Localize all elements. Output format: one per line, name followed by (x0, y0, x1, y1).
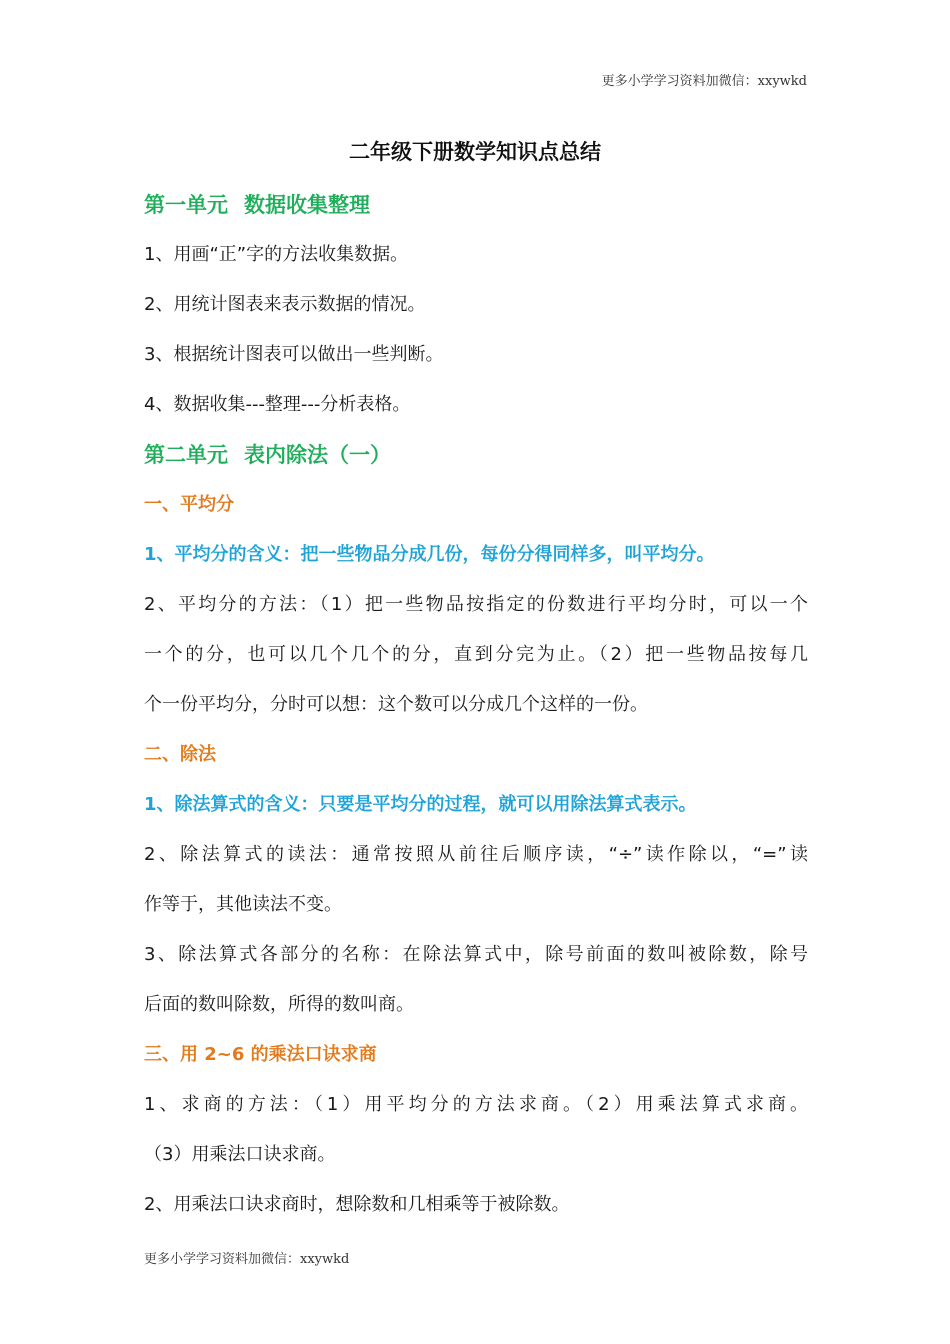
division-parts-line-2: 后面的数叫除数，所得的数叫商。 (144, 994, 414, 1015)
unit-1-item-3: 3、根据统计图表可以做出一些判断。 (144, 344, 444, 365)
division-definition: 1、除法算式的含义：只要是平均分的过程，就可以用除法算式表示。 (144, 794, 697, 815)
section-division-heading: 二、除法 (144, 744, 216, 765)
average-definition: 1、平均分的含义：把一些物品分成几份，每份分得同样多，叫平均分。 (144, 544, 715, 565)
division-reading-line-1: 2、除法算式的读法：通常按照从前往后顺序读，“÷”读作除以，“=”读 (144, 844, 808, 865)
page-title: 二年级下册数学知识点总结 (349, 140, 601, 164)
quotient-method-line-2: （3）用乘法口诀求商。 (144, 1144, 336, 1165)
average-method-line-1: 2、平均分的方法：（1）把一些物品按指定的份数进行平均分时，可以一个 (144, 594, 808, 615)
division-reading-line-2: 作等于，其他读法不变。 (144, 894, 342, 915)
footer-note: 更多小学学习资料加微信：xxywkd (144, 1252, 350, 1267)
section-quotient-heading: 三、用 2~6 的乘法口诀求商 (144, 1044, 377, 1065)
header-note: 更多小学学习资料加微信：xxywkd (601, 74, 807, 89)
unit-2-name: 表内除法（一） (244, 443, 391, 467)
unit-1-item-4: 4、数据收集---整理---分析表格。 (144, 394, 411, 415)
unit-1-item-2: 2、用统计图表来表示数据的情况。 (144, 294, 426, 315)
unit-1-item-1: 1、用画“正”字的方法收集数据。 (144, 244, 409, 265)
unit-2-label: 第二单元 (144, 443, 228, 467)
document-body (144, 180, 808, 1230)
unit-1-name: 数据收集整理 (244, 193, 370, 217)
division-parts-line-1: 3、除法算式各部分的名称：在除法算式中，除号前面的数叫被除数，除号 (144, 944, 808, 965)
section-average-heading: 一、平均分 (144, 494, 234, 515)
quotient-tip: 2、用乘法口诀求商时，想除数和几相乘等于被除数。 (144, 1194, 570, 1215)
unit-1-heading (144, 180, 808, 230)
unit-1-label: 第一单元 (144, 193, 228, 217)
quotient-method-line-1: 1、求商的方法：（1）用平均分的方法求商。（2）用乘法算式求商。 (144, 1094, 808, 1115)
average-method-line-3: 个一份平均分，分时可以想：这个数可以分成几个这样的一份。 (144, 694, 648, 715)
average-method-line-2: 一个的分，也可以几个几个的分，直到分完为止。（2）把一些物品按每几 (144, 644, 808, 665)
unit-2-heading (144, 430, 808, 480)
